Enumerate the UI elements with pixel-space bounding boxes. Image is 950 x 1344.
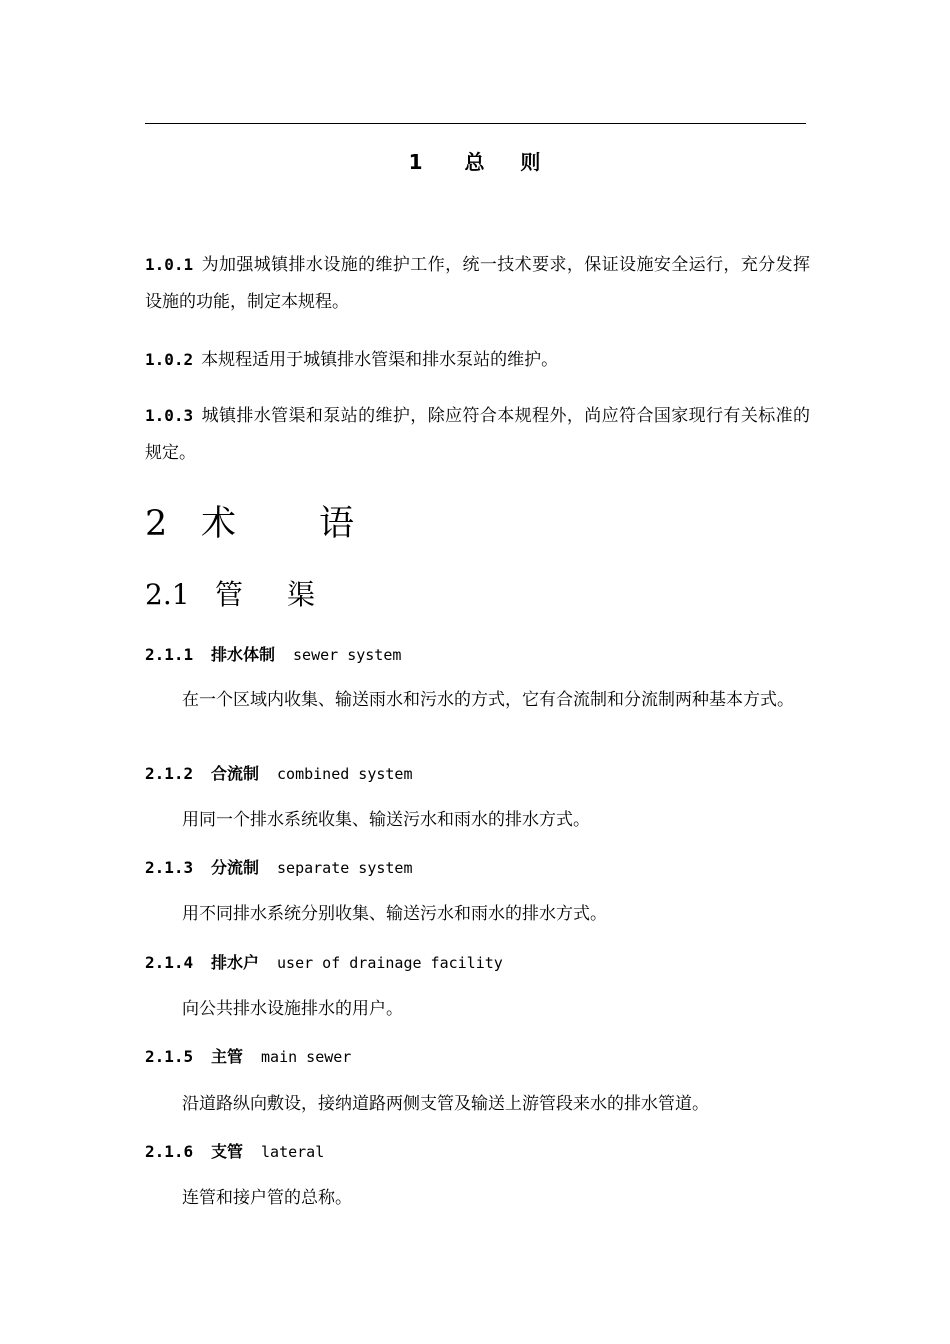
chapter-1-title-a: 总 <box>464 150 487 174</box>
clause-text: 本规程适用于城镇排水管渠和排水泵站的维护。 <box>201 350 559 370</box>
term-number: 2.1.1 <box>145 645 194 664</box>
term-english: lateral <box>261 1143 325 1161</box>
clause-1-0-3 <box>145 397 810 472</box>
term-heading <box>145 643 401 667</box>
clause-number: 1.0.1 <box>145 255 194 274</box>
clause-text: 为加强城镇排水设施的维护工作，统一技术要求，保证设施安全运行，充分发挥设施的功能，制定本规程。 <box>145 255 810 312</box>
term-number: 2.1.5 <box>145 1047 194 1066</box>
term-heading <box>145 1140 324 1164</box>
term-heading <box>145 951 503 975</box>
term-heading <box>145 762 412 786</box>
term-number: 2.1.4 <box>145 953 194 972</box>
term-definition: 用不同排水系统分别收集、输送污水和雨水的排水方式。 <box>182 904 607 924</box>
term-chinese: 排水户 <box>211 953 260 972</box>
term-definition: 沿道路纵向敷设，接纳道路两侧支管及输送上游管段来水的排水管道。 <box>182 1094 709 1114</box>
term-heading <box>145 1045 351 1069</box>
clause-number: 1.0.2 <box>145 350 194 369</box>
term-chinese: 排水体制 <box>211 645 276 664</box>
chapter-2-title-b: 语 <box>319 504 355 544</box>
header-rule <box>145 123 806 124</box>
term-english: main sewer <box>261 1048 352 1066</box>
term-number: 2.1.6 <box>145 1142 194 1161</box>
chapter-1-title-b: 则 <box>520 150 543 174</box>
chapter-1-heading <box>145 146 806 175</box>
section-number: 2.1 <box>145 578 190 611</box>
chapter-1-number: 1 <box>408 150 425 174</box>
term-english: separate system <box>277 859 413 877</box>
term-chinese: 支管 <box>211 1142 244 1161</box>
chapter-2-heading <box>145 499 354 549</box>
section-title-b: 渠 <box>287 578 316 611</box>
section-2-1-heading <box>145 575 315 615</box>
clause-1-0-2 <box>145 341 810 379</box>
term-number: 2.1.2 <box>145 764 194 783</box>
section-title-a: 管 <box>215 578 244 611</box>
chapter-2-title-a: 术 <box>201 504 237 544</box>
term-chinese: 主管 <box>211 1047 244 1066</box>
term-definition: 用同一个排水系统收集、输送污水和雨水的排水方式。 <box>182 810 590 830</box>
clause-text: 城镇排水管渠和泵站的维护，除应符合本规程外，尚应符合国家现行有关标准的规定。 <box>145 406 810 463</box>
term-definition: 连管和接户管的总称。 <box>182 1188 352 1208</box>
term-chinese: 合流制 <box>211 764 260 783</box>
term-english: user of drainage facility <box>277 954 503 972</box>
term-chinese: 分流制 <box>211 858 260 877</box>
term-english: combined system <box>277 765 413 783</box>
term-english: sewer system <box>293 646 402 664</box>
chapter-2-number: 2 <box>145 504 168 544</box>
clause-number: 1.0.3 <box>145 406 194 425</box>
term-definition: 向公共排水设施排水的用户。 <box>182 999 403 1019</box>
clause-1-0-1 <box>145 246 810 321</box>
term-definition: 在一个区域内收集、输送雨水和污水的方式，它有合流制和分流制两种基本方式。 <box>182 690 794 710</box>
term-heading <box>145 856 412 880</box>
term-number: 2.1.3 <box>145 858 194 877</box>
